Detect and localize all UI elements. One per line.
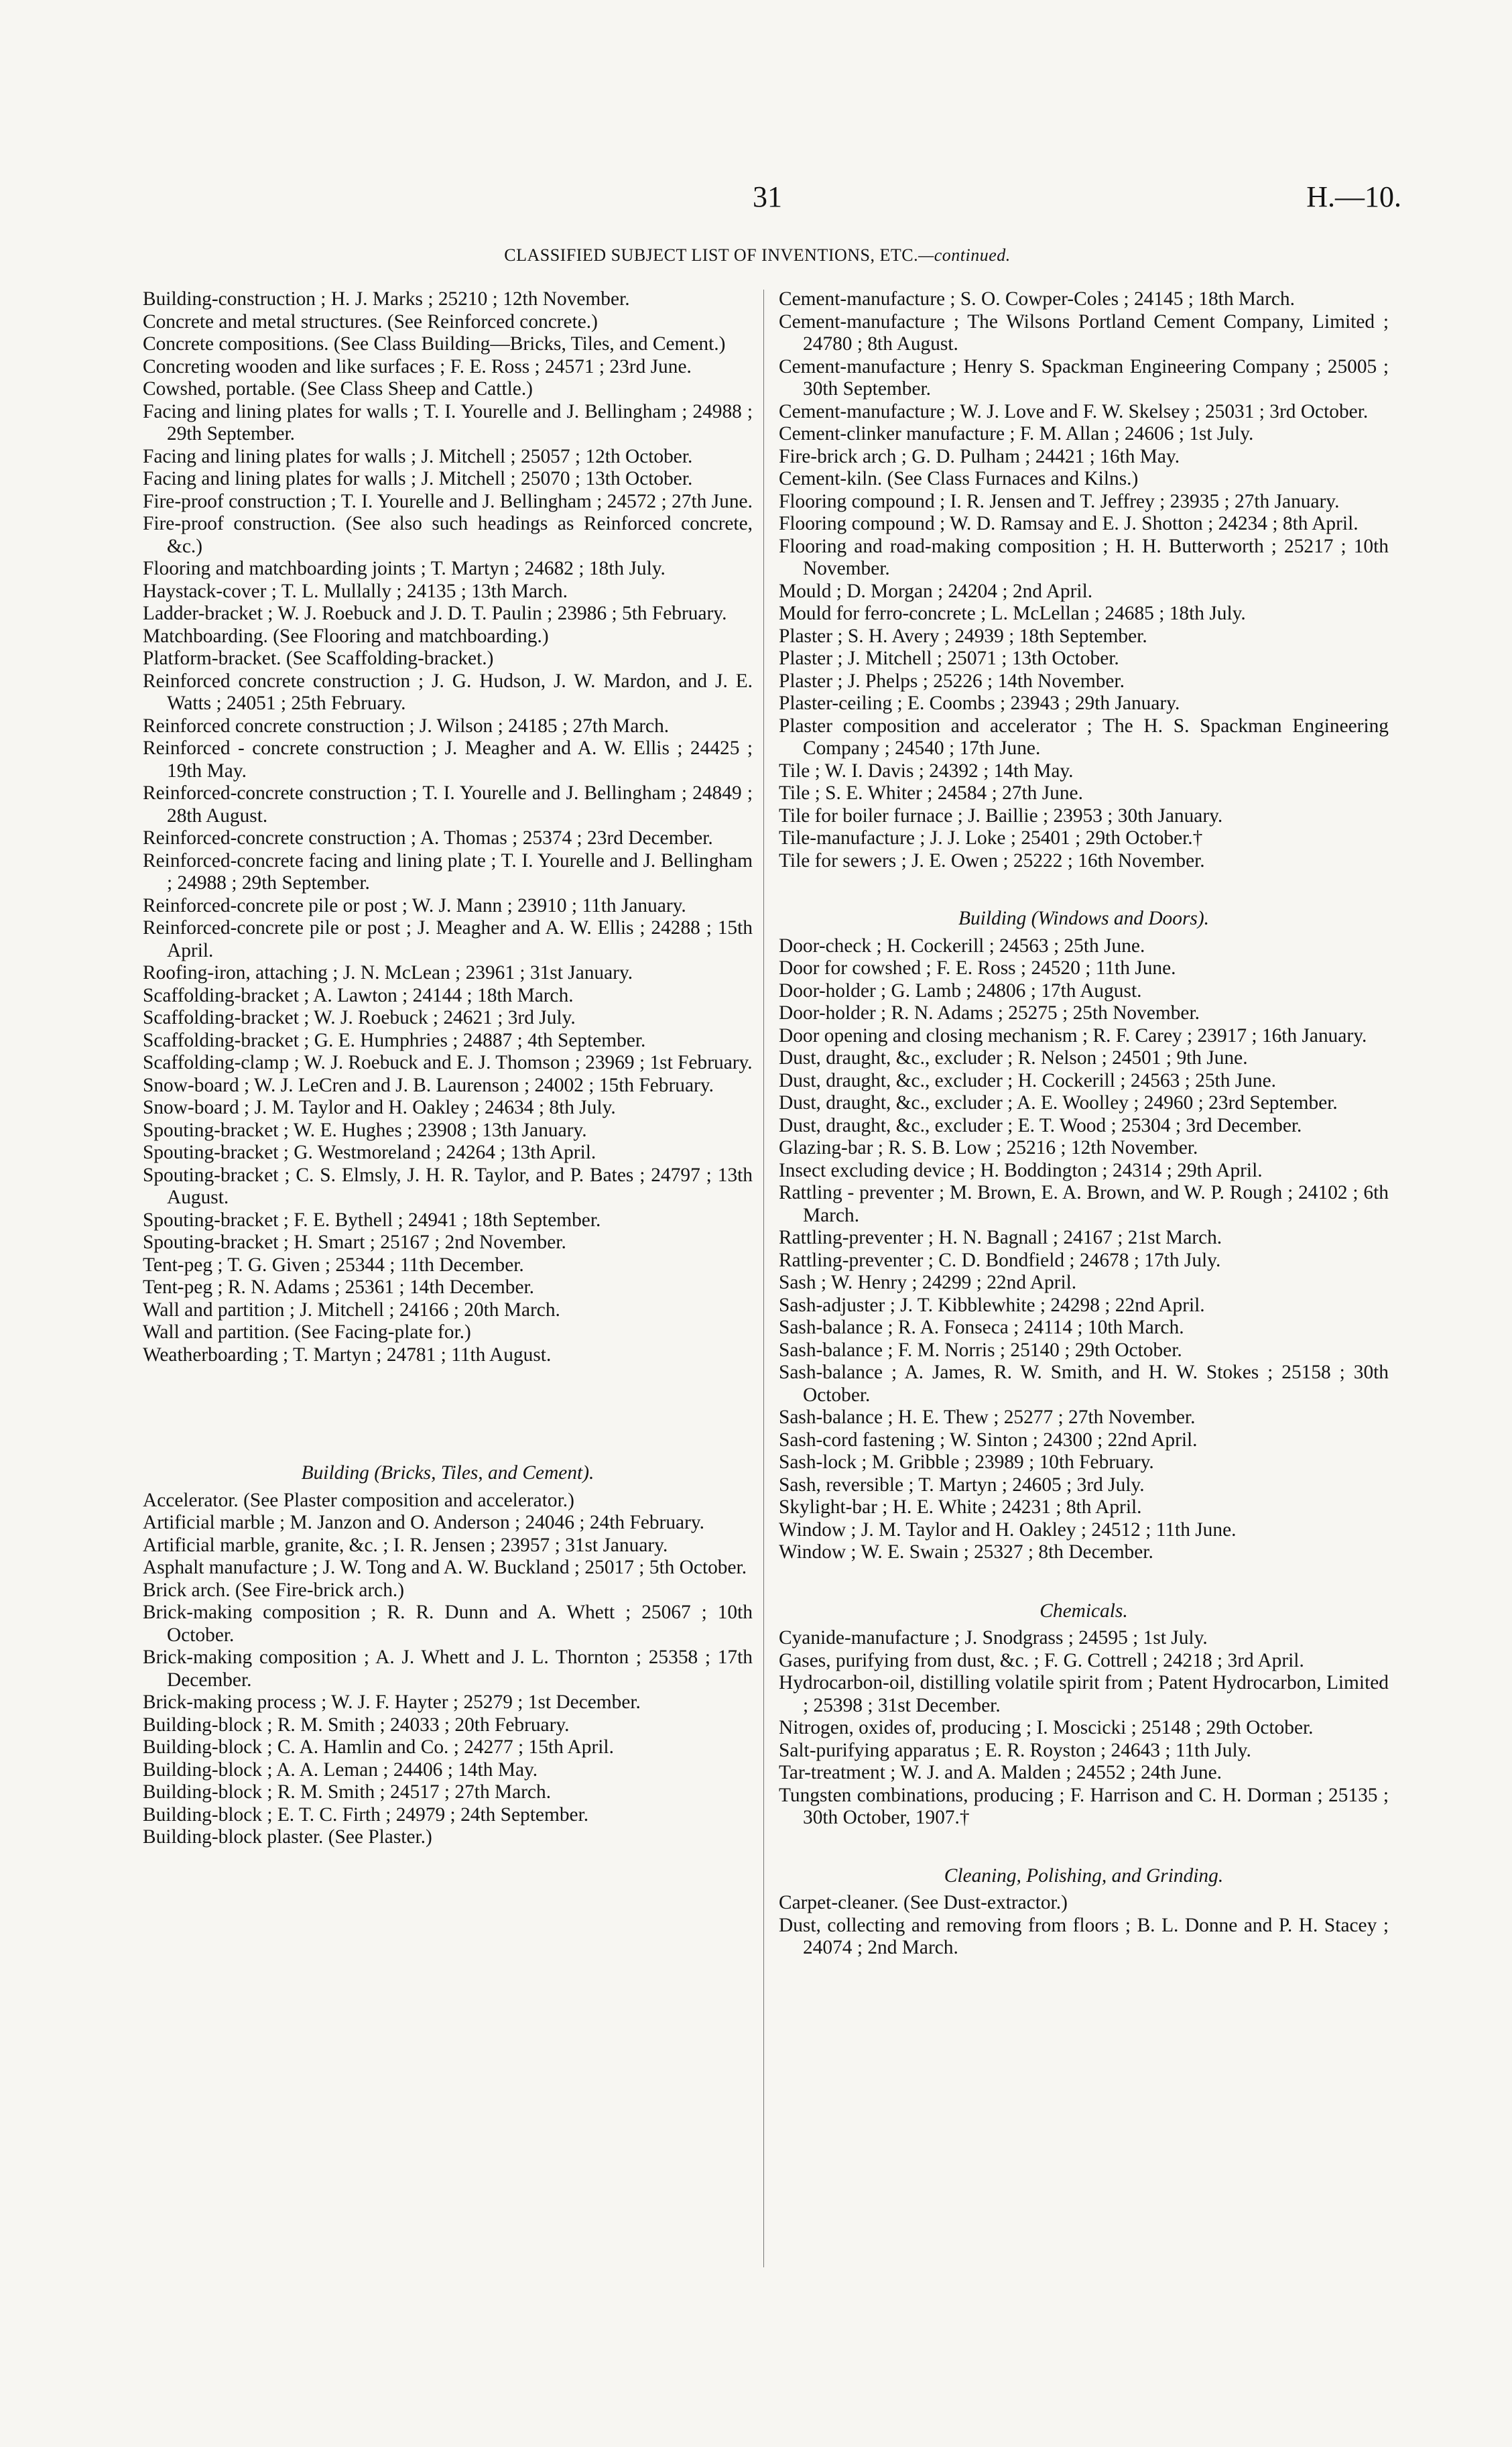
index-entry: Fire-proof construction. (See also such headings as Reinforced concrete, &c.) [143, 513, 753, 557]
index-entry: Scaffolding-bracket ; W. J. Roebuck ; 24621 ; 3rd July. [143, 1007, 576, 1028]
index-entry: Matchboarding. (See Flooring and matchboarding.) [143, 625, 549, 647]
index-entry: Skylight-bar ; H. E. White ; 24231 ; 8th April. [779, 1496, 1142, 1518]
index-entry: Dust, collecting and removing from floors ; B. L. Donne and P. H. Stacey ; 24074 ; 2nd March. [779, 1914, 1389, 1958]
index-entry: Tar-treatment ; W. J. and A. Malden ; 24552 ; 24th June. [779, 1762, 1222, 1783]
index-entry: Mould ; D. Morgan ; 24204 ; 2nd April. [779, 580, 1093, 602]
index-entry: Tile for boiler furnace ; J. Baillie ; 23953 ; 30th January. [779, 804, 1223, 827]
index-entry: Cement-kiln. (See Class Furnaces and Kilns.) [779, 468, 1139, 489]
index-entry: Flooring and road-making composition ; H. H. Butterworth ; 25217 ; 10th November. [779, 535, 1389, 579]
index-entry: Tile ; S. E. Whiter ; 24584 ; 27th June. [779, 782, 1083, 804]
index-entry: Reinforced-concrete construction ; T. I. Yourelle and J. Bellingham ; 24849 ; 28th August. [143, 782, 753, 827]
index-entry: Cement-manufacture ; S. O. Cowper-Coles ; 24145 ; 18th March. [779, 288, 1295, 310]
index-entry: Reinforced-concrete facing and lining plate ; T. I. Yourelle and J. Bellingham ; 24988 ; 29th September. [143, 849, 753, 894]
index-entry: Glazing-bar ; R. S. B. Low ; 25216 ; 12th November. [779, 1137, 1198, 1158]
index-entry: Plaster ; J. Phelps ; 25226 ; 14th November. [779, 670, 1125, 692]
index-entry: Plaster composition and accelerator ; The H. S. Spackman Engineering Company ; 24540 ; 17th June. [779, 715, 1389, 759]
index-entry: Snow-board ; W. J. LeCren and J. B. Laurenson ; 24002 ; 15th February. [143, 1074, 714, 1096]
index-entry: Artificial marble ; M. Janzon and O. Anderson ; 24046 ; 24th February. [143, 1512, 705, 1533]
index-entry: Sash-balance ; F. M. Norris ; 25140 ; 29th October. [779, 1339, 1182, 1361]
index-entry: Rattling-preventer ; C. D. Bondfield ; 24678 ; 17th July. [779, 1249, 1221, 1271]
entries-bricks-tiles-cement [143, 1490, 753, 1849]
index-entry: Tent-peg ; T. G. Given ; 25344 ; 11th December. [143, 1254, 524, 1276]
index-entry: Scaffolding-clamp ; W. J. Roebuck and E. J. Thomson ; 23969 ; 1st February. [143, 1052, 753, 1073]
index-entry: Cowshed, portable. (See Class Sheep and Cattle.) [143, 378, 533, 400]
index-entry: Accelerator. (See Plaster composition and accelerator.) [143, 1489, 574, 1511]
index-entry: Spouting-bracket ; G. Westmoreland ; 24264 ; 13th April. [143, 1142, 596, 1163]
index-entry: Plaster ; S. H. Avery ; 24939 ; 18th September. [779, 625, 1147, 647]
entries-cleaning [779, 1892, 1389, 1960]
index-entry: Concrete and metal structures. (See Reinforced concrete.) [143, 310, 598, 333]
index-entry: Brick-making process ; W. J. F. Hayter ; 25279 ; 1st December. [143, 1691, 641, 1713]
index-entry: Reinforced-concrete construction ; A. Thomas ; 25374 ; 23rd December. [143, 827, 713, 849]
index-entry: Roofing-iron, attaching ; J. N. McLean ; 23961 ; 31st January. [143, 962, 633, 983]
index-entry: Carpet-cleaner. (See Dust-extractor.) [779, 1892, 1068, 1913]
index-entry: Rattling - preventer ; M. Brown, E. A. Brown, and W. P. Rough ; 24102 ; 6th March. [779, 1182, 1389, 1226]
index-entry: Weatherboarding ; T. Martyn ; 24781 ; 11th August. [143, 1344, 552, 1366]
entries-chemicals [779, 1627, 1389, 1830]
index-entry: Fire-brick arch ; G. D. Pulham ; 24421 ; 16th May. [779, 445, 1180, 467]
index-entry: Sash-lock ; M. Gribble ; 23989 ; 10th February. [779, 1451, 1154, 1473]
index-entry: Sash-adjuster ; J. T. Kibblewhite ; 24298 ; 22nd April. [779, 1294, 1205, 1316]
index-entry: Wall and partition ; J. Mitchell ; 24166 ; 20th March. [143, 1299, 560, 1321]
index-entry: Building-construction ; H. J. Marks ; 25210 ; 12th November. [143, 288, 630, 310]
index-entry: Nitrogen, oxides of, producing ; I. Moscicki ; 25148 ; 29th October. [779, 1717, 1314, 1738]
index-entry: Door for cowshed ; F. E. Ross ; 24520 ; 11th June. [779, 957, 1176, 979]
index-entry: Concreting wooden and like surfaces ; F. E. Ross ; 24571 ; 23rd June. [143, 355, 692, 377]
index-entry: Spouting-bracket ; F. E. Bythell ; 24941 ; 18th September. [143, 1209, 601, 1231]
index-entry: Facing and lining plates for walls ; T. I. Yourelle and J. Bellingham ; 24988 ; 29th September. [143, 400, 753, 444]
index-entry: Reinforced-concrete pile or post ; W. J. Mann ; 23910 ; 11th January. [143, 894, 686, 916]
index-entry: Tent-peg ; R. N. Adams ; 25361 ; 14th December. [143, 1276, 535, 1298]
index-entry: Cement-manufacture ; Henry S. Spackman Engineering Company ; 25005 ; 30th September. [779, 355, 1389, 400]
section-heading-bricks-tiles-cement: Building (Bricks, Tiles, and Cement). [301, 1462, 594, 1484]
index-entry: Door-holder ; R. N. Adams ; 25275 ; 25th November. [779, 1002, 1200, 1024]
index-entry: Reinforced concrete construction ; J. Wilson ; 24185 ; 27th March. [143, 715, 670, 737]
index-entry: Plaster ; J. Mitchell ; 25071 ; 13th October. [779, 648, 1119, 669]
index-entry: Brick-making composition ; R. R. Dunn and A. Whett ; 25067 ; 10th October. [143, 1602, 753, 1646]
column-divider [763, 290, 764, 2267]
index-entry: Sash-balance ; A. James, R. W. Smith, and H. W. Stokes ; 25158 ; 30th October. [779, 1362, 1389, 1406]
index-entry: Tile-manufacture ; J. J. Loke ; 25401 ; 29th October.† [779, 827, 1203, 849]
index-entry: Hydrocarbon-oil, distilling volatile spirit from ; Patent Hydrocarbon, Limited ; 25398 ; 31st December. [779, 1672, 1389, 1716]
index-entry: Dust, draught, &c., excluder ; A. E. Woolley ; 24960 ; 23rd September. [779, 1092, 1338, 1114]
entries-cement-and-plaster [779, 288, 1389, 872]
index-entry: Concrete compositions. (See Class Building—Bricks, Tiles, and Cement.) [143, 333, 726, 355]
index-entry: Building-block ; A. A. Leman ; 24406 ; 14th May. [143, 1758, 538, 1781]
index-entry: Sash ; W. Henry ; 24299 ; 22nd April. [779, 1272, 1077, 1293]
index-entry: Reinforced - concrete construction ; J. Meagher and A. W. Ellis ; 24425 ; 19th May. [143, 737, 753, 782]
index-entry: Sash, reversible ; T. Martyn ; 24605 ; 3rd July. [779, 1474, 1145, 1496]
index-entry: Plaster-ceiling ; E. Coombs ; 23943 ; 29th January. [779, 693, 1180, 714]
index-entry: Window ; W. E. Swain ; 25327 ; 8th December. [779, 1541, 1153, 1563]
entries-building-construction [143, 288, 753, 1366]
index-entry: Sash-balance ; H. E. Thew ; 25277 ; 27th November. [779, 1407, 1196, 1428]
index-entry: Ladder-bracket ; W. J. Roebuck and J. D. T. Paulin ; 23986 ; 5th February. [143, 603, 727, 624]
index-entry: Asphalt manufacture ; J. W. Tong and A. W. Buckland ; 25017 ; 5th October. [143, 1557, 747, 1578]
index-entry: Snow-board ; J. M. Taylor and H. Oakley ; 24634 ; 8th July. [143, 1097, 616, 1118]
index-entry: Spouting-bracket ; C. S. Elmsly, J. H. R. Taylor, and P. Bates ; 24797 ; 13th August. [143, 1164, 753, 1208]
index-entry: Door-check ; H. Cockerill ; 24563 ; 25th June. [779, 935, 1145, 957]
index-entry: Facing and lining plates for walls ; J. Mitchell ; 25070 ; 13th October. [143, 468, 693, 489]
index-entry: Salt-purifying apparatus ; E. R. Royston ; 24643 ; 11th July. [779, 1739, 1251, 1761]
index-entry: Wall and partition. (See Facing-plate for.) [143, 1321, 471, 1343]
index-entry: Tile ; W. I. Davis ; 24392 ; 14th May. [779, 760, 1074, 782]
index-entry: Building-block ; E. T. C. Firth ; 24979 ; 24th September. [143, 1803, 589, 1826]
index-entry: Artificial marble, granite, &c. ; I. R. Jensen ; 23957 ; 31st January. [143, 1534, 668, 1556]
entries-windows-doors [779, 935, 1389, 1564]
index-entry: Brick-making composition ; A. J. Whett and J. L. Thornton ; 25358 ; 17th December. [143, 1647, 753, 1691]
index-entry: Flooring and matchboarding joints ; T. Martyn ; 24682 ; 18th July. [143, 558, 666, 579]
index-entry: Tile for sewers ; J. E. Owen ; 25222 ; 16th November. [779, 849, 1205, 872]
page-title [144, 245, 1371, 265]
index-entry: Window ; J. M. Taylor and H. Oakley ; 24512 ; 11th June. [779, 1518, 1237, 1541]
page-number: 31 [753, 180, 782, 213]
index-entry: Door-holder ; G. Lamb ; 24806 ; 17th August. [779, 979, 1142, 1002]
index-entry: Dust, draught, &c., excluder ; R. Nelson ; 24501 ; 9th June. [779, 1047, 1248, 1069]
index-entry: Rattling-preventer ; H. N. Bagnall ; 24167 ; 21st March. [779, 1227, 1222, 1248]
index-entry: Insect excluding device ; H. Boddington ; 24314 ; 29th April. [779, 1159, 1263, 1181]
title-text: CLASSIFIED SUBJECT LIST OF INVENTIONS, ETC. [504, 245, 919, 265]
section-heading-cleaning: Cleaning, Polishing, and Grinding. [944, 1864, 1224, 1887]
index-entry: Building-block ; R. M. Smith ; 24517 ; 27th March. [143, 1781, 552, 1803]
index-entry: Spouting-bracket ; W. E. Hughes ; 23908 ; 13th January. [143, 1119, 587, 1141]
index-entry: Sash-cord fastening ; W. Sinton ; 24300 ; 22nd April. [779, 1429, 1198, 1451]
index-entry: Building-block ; R. M. Smith ; 24033 ; 20th February. [143, 1714, 570, 1736]
index-entry: Door opening and closing mechanism ; R. F. Carey ; 23917 ; 16th January. [779, 1024, 1367, 1047]
index-entry: Mould for ferro-concrete ; L. McLellan ; 24685 ; 18th July. [779, 603, 1246, 624]
index-entry: Reinforced concrete construction ; J. G. Hudson, J. W. Mardon, and J. E. Watts ; 24051 ; 25th February. [143, 670, 753, 714]
index-entry: Scaffolding-bracket ; A. Lawton ; 24144 ; 18th March. [143, 984, 574, 1006]
index-entry: Cyanide-manufacture ; J. Snodgrass ; 24595 ; 1st July. [779, 1627, 1208, 1649]
index-entry: Dust, draught, &c., excluder ; H. Cockerill ; 24563 ; 25th June. [779, 1069, 1276, 1091]
section-heading-windows-doors: Building (Windows and Doors). [958, 908, 1209, 929]
index-entry: Haystack-cover ; T. L. Mullally ; 24135 ; 13th March. [143, 580, 568, 602]
right-column [779, 288, 1389, 1960]
index-entry: Flooring compound ; I. R. Jensen and T. Jeffrey ; 23935 ; 27th January. [779, 490, 1340, 512]
index-entry: Scaffolding-bracket ; G. E. Humphries ; 24887 ; 4th September. [143, 1029, 646, 1051]
index-entry: Cement-manufacture ; The Wilsons Portland Cement Company, Limited ; 24780 ; 8th August. [779, 310, 1389, 355]
index-entry: Fire-proof construction ; T. I. Yourelle and J. Bellingham ; 24572 ; 27th June. [143, 490, 753, 512]
section-heading-chemicals: Chemicals. [1040, 1600, 1128, 1622]
document-reference: H.—10. [1306, 180, 1401, 213]
index-entry: Flooring compound ; W. D. Ramsay and E. J. Shotton ; 24234 ; 8th April. [779, 513, 1359, 534]
index-entry: Reinforced-concrete pile or post ; J. Meagher and A. W. Ellis ; 24288 ; 15th April. [143, 917, 753, 961]
index-entry: Platform-bracket. (See Scaffolding-bracket.) [143, 648, 494, 669]
index-entry: Building-block ; C. A. Hamlin and Co. ; 24277 ; 15th April. [143, 1736, 614, 1758]
left-column [143, 288, 753, 1849]
index-entry: Cement-clinker manufacture ; F. M. Allan ; 24606 ; 1st July. [779, 423, 1254, 444]
index-entry: Dust, draught, &c., excluder ; E. T. Wood ; 25304 ; 3rd December. [779, 1114, 1302, 1136]
index-entry: Tungsten combinations, producing ; F. Harrison and C. H. Dorman ; 25135 ; 30th October, 1907.† [779, 1784, 1389, 1828]
index-entry: Building-block plaster. (See Plaster.) [143, 1826, 432, 1848]
index-entry: Brick arch. (See Fire-brick arch.) [143, 1579, 405, 1601]
index-entry: Sash-balance ; R. A. Fonseca ; 24114 ; 10th March. [779, 1317, 1184, 1338]
index-entry: Facing and lining plates for walls ; J. Mitchell ; 25057 ; 12th October. [143, 445, 693, 467]
index-entry: Gases, purifying from dust, &c. ; F. G. Cottrell ; 24218 ; 3rd April. [779, 1649, 1304, 1671]
index-entry: Spouting-bracket ; H. Smart ; 25167 ; 2nd November. [143, 1232, 566, 1253]
title-suffix: —continued. [918, 245, 1011, 265]
index-entry: Cement-manufacture ; W. J. Love and F. W. Skelsey ; 25031 ; 3rd October. [779, 400, 1369, 422]
